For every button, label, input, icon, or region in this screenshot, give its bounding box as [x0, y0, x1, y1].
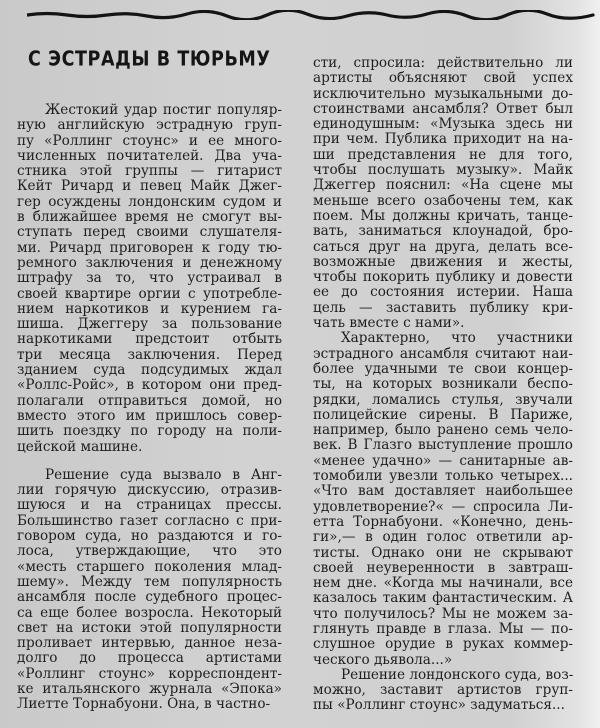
- text-line: поем. Мы должны кричать, танце-: [313, 207, 573, 224]
- text-line: век. В Глазго выступление прошло: [313, 437, 573, 454]
- text-line: Лиетте Торнабуони. Она, в частно-: [17, 696, 271, 713]
- paragraph: [313, 56, 573, 331]
- text-line: вать, заниматься клоунадой, бро-: [313, 223, 573, 240]
- text-line: штрафу за то, что устраивал в: [17, 270, 282, 287]
- text-line: стника этой группы — гитарист: [17, 163, 282, 180]
- text-line: проливает интервью, данное неза-: [17, 635, 282, 652]
- text-line: ке итальянского журнала «Эпока»: [17, 680, 282, 697]
- text-line: са еще более возросла. Некоторый: [17, 604, 282, 621]
- text-line: эстрадного ансамбля считают наи-: [313, 345, 573, 362]
- text-line: ступать перед своими слушателя-: [17, 224, 282, 241]
- text-line: тисты. Однако они не скрывают: [313, 544, 573, 561]
- paragraph: [313, 331, 573, 668]
- text-line: «месть старшего поколения млад-: [17, 558, 282, 575]
- left-column: [17, 103, 282, 713]
- text-line: возможные движения и жесты,: [313, 253, 573, 270]
- text-line: ши представления не для того,: [313, 146, 573, 163]
- text-line: ную английскую эстрадную груп-: [17, 117, 282, 134]
- text-line: Решение лондонского суда, воз-: [341, 666, 574, 683]
- text-line: саться друг на друга, делать все-: [313, 238, 573, 255]
- text-line: в ближайшее время не смогут вы-: [17, 209, 282, 226]
- text-line: нем дне. «Когда мы начинали, все: [313, 575, 573, 592]
- text-line: глянуть правде в глаза. Мы — по-: [313, 620, 573, 637]
- text-line: при чем. Публика приходит на на-: [313, 131, 573, 148]
- text-line: удовлетворение?« — спросила Ли-: [313, 498, 573, 515]
- text-line: рядки, ломались стулья, звучали: [313, 391, 573, 408]
- text-line: шуюся и на страницах прессы.: [17, 497, 282, 514]
- right-column: [313, 56, 573, 714]
- text-line: что получилось? Мы не можем за-: [313, 605, 573, 622]
- text-line: ремного заключения и денежному: [17, 254, 282, 271]
- paragraph: [17, 103, 282, 455]
- text-line: нием наркотиков и курением га-: [17, 300, 282, 317]
- text-line: три месяца заключения. Перед: [17, 346, 282, 363]
- text-line: например, было ранено семь чело-: [313, 422, 573, 439]
- text-line: «менее удачно» — санитарные ав-: [313, 452, 573, 469]
- text-line: пу «Роллинг стоунс» и ее много-: [17, 132, 282, 149]
- text-line: цейской машине.: [17, 438, 143, 455]
- text-line: полагали отправиться домой, но: [17, 392, 282, 409]
- paragraph: [17, 468, 282, 713]
- text-line: ги»,— в один голос ответили ар-: [313, 529, 573, 546]
- text-line: ческого дьявола...»: [313, 651, 453, 668]
- text-line: численных почитателей. Два уча-: [17, 147, 282, 164]
- text-line: говором суда, но раздаются и го-: [17, 528, 282, 545]
- text-line: своей неуверенности в завтраш-: [313, 559, 573, 576]
- text-line: полицейские сирены. В Париже,: [313, 406, 573, 423]
- wavy-rule-divider: [27, 10, 597, 20]
- text-line: шиша. Джеггеру за пользование: [17, 316, 282, 333]
- text-line: сти, спросила: действительно ли: [313, 55, 573, 71]
- text-line: свет на истоки этой популярности: [17, 619, 282, 636]
- text-line: пы «Роллинг стоунс» задуматься...: [313, 697, 565, 714]
- text-line: слушное орудие в руках коммер-: [313, 636, 573, 653]
- text-line: ты, на которых возникали беспо-: [313, 376, 573, 393]
- text-line: артисты объясняют свой успех: [313, 70, 573, 87]
- text-line: лии горячую дискуссию, отразив-: [17, 482, 282, 499]
- text-line: стоинствами ансамбля? Ответ был: [313, 100, 573, 117]
- text-line: гер осуждены лондонским судом и: [17, 193, 282, 210]
- text-line: меньше всего озабочены тем, как: [313, 192, 573, 209]
- text-line: казалось таким фантастическим. А: [313, 590, 573, 607]
- text-line: Жестокий удар постиг популяр-: [45, 102, 282, 118]
- text-line: цель — заставить публику кри-: [313, 299, 573, 316]
- text-line: шить поездку по городу на поли-: [17, 423, 282, 440]
- text-line: Решение суда вызвало в Анг-: [45, 466, 282, 483]
- text-line: вместо этого им пришлось совер-: [17, 407, 282, 424]
- text-line: зданием суда подсудимых ждал: [17, 362, 282, 379]
- text-line: Большинство газет согласно с при-: [17, 512, 282, 529]
- text-line: ми. Ричард приговорен к году тю-: [17, 239, 282, 256]
- text-line: ее до состояния истерии. Наша: [313, 284, 573, 301]
- text-line: лоса, утверждающие, что это: [17, 543, 282, 560]
- text-line: исключительно музыкальными до-: [313, 85, 573, 102]
- text-line: ансамбля после судебного процес-: [17, 589, 282, 606]
- text-line: етта Торнабуони. «Конечно, день-: [313, 513, 573, 530]
- text-line: шему». Между тем популярность: [17, 573, 282, 590]
- text-line: чать вместе с нами».: [313, 315, 465, 332]
- text-line: «Что вам доставляет наибольшее: [313, 483, 573, 500]
- paragraph-gap: [17, 455, 282, 468]
- article-title: С ЭСТРАДЫ В ТЮРЬМУ: [28, 48, 271, 71]
- text-line: долго до процесса артистами: [17, 650, 282, 667]
- paragraph: [313, 668, 573, 714]
- text-line: «Роллс-Ройс», в котором они пред-: [17, 377, 282, 394]
- text-line: можно, заставит артистов груп-: [313, 682, 573, 699]
- text-line: чтобы послушать музыку». Майк: [313, 162, 573, 179]
- text-line: чтобы покорить публику и довести: [313, 269, 573, 286]
- text-line: «Роллинг стоунс» корреспондент-: [17, 665, 282, 682]
- text-line: наркотиками предстоит отбыть: [17, 331, 282, 348]
- text-line: своей квартире оргии с употребле-: [17, 285, 282, 302]
- text-line: томобили увезли только четырех...: [313, 468, 573, 485]
- text-line: Кейт Ричард и певец Майк Джег-: [17, 178, 282, 195]
- text-line: Джеггер пояснил: «На сцене мы: [313, 177, 573, 194]
- text-line: Характерно, что участники: [341, 330, 573, 347]
- text-line: более удачными те свои концер-: [313, 360, 573, 377]
- text-line: единодушным: «Музыка здесь ни: [313, 116, 573, 133]
